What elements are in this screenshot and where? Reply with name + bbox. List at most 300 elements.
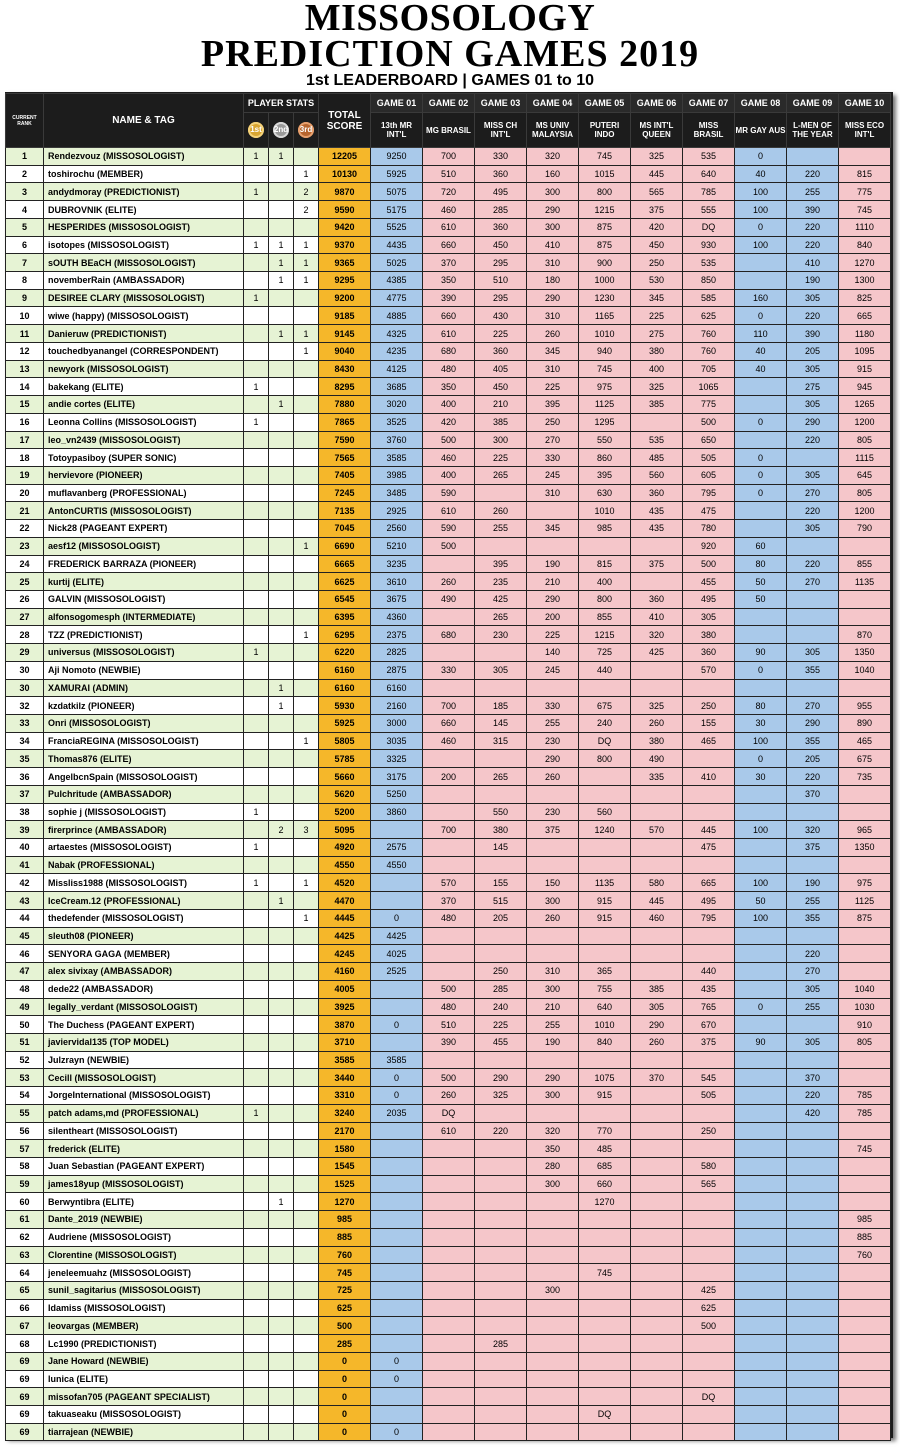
game-06-score bbox=[631, 537, 683, 555]
game-09-score: 220 bbox=[787, 945, 839, 963]
player-name-cell: AntonCURTIS (MISSOSOLOGIST) bbox=[44, 502, 244, 520]
second-place-count bbox=[269, 1370, 294, 1388]
table-row bbox=[6, 750, 891, 768]
game-05-score bbox=[579, 1211, 631, 1229]
first-place-count: 1 bbox=[244, 183, 269, 201]
game-10-score bbox=[839, 608, 891, 626]
game-08-score bbox=[735, 1193, 787, 1211]
game-08-score bbox=[735, 626, 787, 644]
third-place-count bbox=[294, 378, 319, 396]
table-row bbox=[6, 484, 891, 502]
game-07-score: 570 bbox=[683, 661, 735, 679]
rank-cell: 30 bbox=[6, 661, 44, 679]
first-place-count bbox=[244, 750, 269, 768]
game-10-score: 1030 bbox=[839, 998, 891, 1016]
rank-cell: 68 bbox=[6, 1335, 44, 1353]
page-title-line-2: PREDICTION GAMES 2019 bbox=[200, 33, 700, 75]
game-09-score: 255 bbox=[787, 892, 839, 910]
game-03-score bbox=[475, 1175, 527, 1193]
game-09-score bbox=[787, 1406, 839, 1424]
game-06-score bbox=[631, 1157, 683, 1175]
table-row bbox=[6, 1087, 891, 1105]
game-02-header: GAME 02 bbox=[423, 94, 475, 113]
rank-cell: 32 bbox=[6, 697, 44, 715]
game-05-score: 875 bbox=[579, 218, 631, 236]
third-place-count bbox=[294, 715, 319, 733]
rank-cell: 39 bbox=[6, 821, 44, 839]
player-name-cell: Julzrayn (NEWBIE) bbox=[44, 1051, 244, 1069]
game-01-score: 3760 bbox=[371, 431, 423, 449]
game-05-score: 1075 bbox=[579, 1069, 631, 1087]
first-place-count bbox=[244, 768, 269, 786]
total-score-cell: 2170 bbox=[319, 1122, 371, 1140]
game-03-score: 265 bbox=[475, 768, 527, 786]
game-05-score bbox=[579, 768, 631, 786]
game-09-event: L-MEN OF THE YEAR bbox=[787, 113, 839, 148]
total-score-cell: 0 bbox=[319, 1388, 371, 1406]
game-02-score: 700 bbox=[423, 148, 475, 166]
player-name-cell: Leonna Collins (MISSOSOLOGIST) bbox=[44, 413, 244, 431]
game-09-score bbox=[787, 1157, 839, 1175]
player-name-cell: frederick (ELITE) bbox=[44, 1140, 244, 1158]
game-08-score: 0 bbox=[735, 484, 787, 502]
game-09-score: 355 bbox=[787, 732, 839, 750]
game-02-score: 510 bbox=[423, 1016, 475, 1034]
game-02-score: 610 bbox=[423, 1122, 475, 1140]
rank-cell: 17 bbox=[6, 431, 44, 449]
game-10-score: 1200 bbox=[839, 413, 891, 431]
total-score-cell: 1580 bbox=[319, 1140, 371, 1158]
game-08-score bbox=[735, 927, 787, 945]
game-08-score bbox=[735, 679, 787, 697]
game-10-score bbox=[839, 927, 891, 945]
player-name-cell: Aji Nomoto (NEWBIE) bbox=[44, 661, 244, 679]
game-01-score: 5210 bbox=[371, 537, 423, 555]
rank-cell: 65 bbox=[6, 1282, 44, 1300]
game-07-score: 930 bbox=[683, 236, 735, 254]
game-08-score bbox=[735, 1317, 787, 1335]
second-place-count bbox=[269, 768, 294, 786]
game-02-score bbox=[423, 856, 475, 874]
game-04-score: 310 bbox=[527, 484, 579, 502]
total-score-cell: 3310 bbox=[319, 1087, 371, 1105]
game-06-score bbox=[631, 1282, 683, 1300]
game-05-score: 915 bbox=[579, 892, 631, 910]
game-05-score: 395 bbox=[579, 466, 631, 484]
game-05-score: 860 bbox=[579, 449, 631, 467]
game-07-score: 445 bbox=[683, 821, 735, 839]
game-02-score: 660 bbox=[423, 715, 475, 733]
game-06-score bbox=[631, 856, 683, 874]
second-place-count bbox=[269, 998, 294, 1016]
player-name-cell: leovargas (MEMBER) bbox=[44, 1317, 244, 1335]
game-05-score: 1010 bbox=[579, 502, 631, 520]
game-07-score: 495 bbox=[683, 892, 735, 910]
game-09-score bbox=[787, 608, 839, 626]
game-02-score: 260 bbox=[423, 573, 475, 591]
game-10-score bbox=[839, 1317, 891, 1335]
game-01-header: GAME 01 bbox=[371, 94, 423, 113]
game-07-score bbox=[683, 1335, 735, 1353]
third-place-count bbox=[294, 396, 319, 414]
total-score-cell: 9370 bbox=[319, 236, 371, 254]
game-08-score: 100 bbox=[735, 821, 787, 839]
game-06-score bbox=[631, 1423, 683, 1441]
game-02-score: 370 bbox=[423, 892, 475, 910]
game-01-score bbox=[371, 1282, 423, 1300]
total-score-cell: 0 bbox=[319, 1370, 371, 1388]
third-place-count bbox=[294, 466, 319, 484]
game-01-score: 5250 bbox=[371, 785, 423, 803]
game-05-score: 875 bbox=[579, 236, 631, 254]
game-10-score: 675 bbox=[839, 750, 891, 768]
third-place-count bbox=[294, 1122, 319, 1140]
game-08-score bbox=[735, 963, 787, 981]
game-08-score bbox=[735, 785, 787, 803]
second-place-count bbox=[269, 945, 294, 963]
game-03-score: 330 bbox=[475, 148, 527, 166]
game-03-score: 360 bbox=[475, 342, 527, 360]
rank-cell: 23 bbox=[6, 537, 44, 555]
second-place-count: 1 bbox=[269, 396, 294, 414]
game-06-score: 410 bbox=[631, 608, 683, 626]
game-03-score: 325 bbox=[475, 1087, 527, 1105]
game-08-score: 0 bbox=[735, 661, 787, 679]
game-10-score bbox=[839, 1193, 891, 1211]
game-04-score: 290 bbox=[527, 750, 579, 768]
game-02-score bbox=[423, 1423, 475, 1441]
game-02-score: 390 bbox=[423, 1033, 475, 1051]
second-place-count bbox=[269, 1087, 294, 1105]
game-04-score: 210 bbox=[527, 573, 579, 591]
game-03-score: 235 bbox=[475, 573, 527, 591]
game-07-score: 625 bbox=[683, 1299, 735, 1317]
rank-cell: 63 bbox=[6, 1246, 44, 1264]
second-place-count bbox=[269, 874, 294, 892]
game-07-score: 535 bbox=[683, 254, 735, 272]
total-score-cell: 5925 bbox=[319, 715, 371, 733]
game-04-score: 310 bbox=[527, 963, 579, 981]
game-08-score bbox=[735, 1175, 787, 1193]
game-04-score: 180 bbox=[527, 272, 579, 290]
game-07-score bbox=[683, 1246, 735, 1264]
total-score-cell: 9590 bbox=[319, 201, 371, 219]
game-01-score: 3035 bbox=[371, 732, 423, 750]
total-score-cell: 745 bbox=[319, 1264, 371, 1282]
second-place-count bbox=[269, 980, 294, 998]
game-09-score bbox=[787, 1352, 839, 1370]
game-04-score bbox=[527, 1246, 579, 1264]
game-10-score: 855 bbox=[839, 555, 891, 573]
game-07-score bbox=[683, 856, 735, 874]
table-row bbox=[6, 165, 891, 183]
game-04-score bbox=[527, 1335, 579, 1353]
game-08-score: 0 bbox=[735, 449, 787, 467]
game-02-score: 350 bbox=[423, 272, 475, 290]
rank-cell: 50 bbox=[6, 1016, 44, 1034]
game-08-score: 40 bbox=[735, 360, 787, 378]
third-place-count bbox=[294, 768, 319, 786]
game-07-score: 545 bbox=[683, 1069, 735, 1087]
total-score-cell: 6545 bbox=[319, 590, 371, 608]
third-place-count bbox=[294, 413, 319, 431]
second-place-count bbox=[269, 289, 294, 307]
total-score-cell: 5785 bbox=[319, 750, 371, 768]
first-place-count: 1 bbox=[244, 874, 269, 892]
total-score-cell: 5805 bbox=[319, 732, 371, 750]
player-name-cell: kzdatkilz (PIONEER) bbox=[44, 697, 244, 715]
game-06-score: 570 bbox=[631, 821, 683, 839]
third-place-count bbox=[294, 945, 319, 963]
second-place-count bbox=[269, 927, 294, 945]
game-01-score bbox=[371, 1246, 423, 1264]
player-name-cell: firerprince (AMBASSADOR) bbox=[44, 821, 244, 839]
rank-cell: 35 bbox=[6, 750, 44, 768]
game-05-score: 800 bbox=[579, 590, 631, 608]
player-name-cell: SENYORA GAGA (MEMBER) bbox=[44, 945, 244, 963]
total-score-cell: 9040 bbox=[319, 342, 371, 360]
game-09-score: 410 bbox=[787, 254, 839, 272]
player-name-cell: james18yup (MISSOSOLOGIST) bbox=[44, 1175, 244, 1193]
table-row bbox=[6, 236, 891, 254]
player-name-cell: Audriene (MISSOSOLOGIST) bbox=[44, 1228, 244, 1246]
game-01-score: 4325 bbox=[371, 325, 423, 343]
first-place-count bbox=[244, 1282, 269, 1300]
game-02-score bbox=[423, 803, 475, 821]
game-08-score: 0 bbox=[735, 218, 787, 236]
second-place-count bbox=[269, 909, 294, 927]
third-place-count bbox=[294, 1423, 319, 1441]
game-08-score bbox=[735, 1104, 787, 1122]
second-place-count bbox=[269, 1388, 294, 1406]
game-06-score bbox=[631, 1246, 683, 1264]
third-place-count bbox=[294, 1282, 319, 1300]
game-08-score: 40 bbox=[735, 342, 787, 360]
player-name-cell: FREDERICK BARRAZA (PIONEER) bbox=[44, 555, 244, 573]
game-03-score bbox=[475, 1157, 527, 1175]
second-place-count bbox=[269, 378, 294, 396]
rank-cell: 54 bbox=[6, 1087, 44, 1105]
game-02-score: 610 bbox=[423, 218, 475, 236]
game-10-score bbox=[839, 537, 891, 555]
table-row bbox=[6, 1406, 891, 1424]
first-place-count bbox=[244, 573, 269, 591]
game-07-score: 605 bbox=[683, 466, 735, 484]
game-04-score: 310 bbox=[527, 307, 579, 325]
table-row bbox=[6, 1051, 891, 1069]
rank-cell: 10 bbox=[6, 307, 44, 325]
game-01-score: 4550 bbox=[371, 856, 423, 874]
game-09-score: 290 bbox=[787, 715, 839, 733]
rank-cell: 44 bbox=[6, 909, 44, 927]
second-place-count bbox=[269, 803, 294, 821]
rank-cell: 41 bbox=[6, 856, 44, 874]
table-row bbox=[6, 342, 891, 360]
table-row bbox=[6, 644, 891, 662]
game-10-score: 840 bbox=[839, 236, 891, 254]
game-08-score: 0 bbox=[735, 307, 787, 325]
game-05-score bbox=[579, 1335, 631, 1353]
table-row bbox=[6, 520, 891, 538]
game-02-score: 500 bbox=[423, 1069, 475, 1087]
game-01-score: 4425 bbox=[371, 927, 423, 945]
game-10-score: 805 bbox=[839, 431, 891, 449]
game-04-score: 300 bbox=[527, 892, 579, 910]
game-07-score: 585 bbox=[683, 289, 735, 307]
rank-cell: 20 bbox=[6, 484, 44, 502]
third-place-count bbox=[294, 590, 319, 608]
game-04-score bbox=[527, 1264, 579, 1282]
game-03-score bbox=[475, 1211, 527, 1229]
game-08-score: 80 bbox=[735, 555, 787, 573]
game-04-score: 255 bbox=[527, 715, 579, 733]
game-02-score bbox=[423, 1211, 475, 1229]
game-06-score: 325 bbox=[631, 378, 683, 396]
game-01-score: 4360 bbox=[371, 608, 423, 626]
total-score-cell: 3585 bbox=[319, 1051, 371, 1069]
game-05-score bbox=[579, 1051, 631, 1069]
game-07-score: 455 bbox=[683, 573, 735, 591]
game-04-score: 410 bbox=[527, 236, 579, 254]
third-place-count bbox=[294, 502, 319, 520]
first-place-count: 1 bbox=[244, 644, 269, 662]
rank-cell: 16 bbox=[6, 413, 44, 431]
game-03-score: 260 bbox=[475, 502, 527, 520]
table-row bbox=[6, 927, 891, 945]
table-row bbox=[6, 715, 891, 733]
game-09-score: 355 bbox=[787, 909, 839, 927]
rank-cell: 14 bbox=[6, 378, 44, 396]
game-01-score: 6160 bbox=[371, 679, 423, 697]
game-08-score bbox=[735, 378, 787, 396]
rank-cell: 51 bbox=[6, 1033, 44, 1051]
third-place-count bbox=[294, 1016, 319, 1034]
game-02-score: 570 bbox=[423, 874, 475, 892]
game-08-score: 80 bbox=[735, 697, 787, 715]
game-03-score bbox=[475, 1246, 527, 1264]
game-06-score: 445 bbox=[631, 165, 683, 183]
rank-cell: 66 bbox=[6, 1299, 44, 1317]
game-02-score bbox=[423, 1352, 475, 1370]
game-05-score: 915 bbox=[579, 1087, 631, 1105]
table-row bbox=[6, 697, 891, 715]
first-place-count bbox=[244, 537, 269, 555]
player-name-cell: tiarrajean (NEWBIE) bbox=[44, 1423, 244, 1441]
game-05-score: 550 bbox=[579, 431, 631, 449]
game-01-score: 5525 bbox=[371, 218, 423, 236]
first-place-count bbox=[244, 892, 269, 910]
game-09-score: 190 bbox=[787, 272, 839, 290]
game-09-score: 270 bbox=[787, 697, 839, 715]
game-09-score: 355 bbox=[787, 661, 839, 679]
third-place-count bbox=[294, 218, 319, 236]
player-name-cell: missofan705 (PAGEANT SPECIALIST) bbox=[44, 1388, 244, 1406]
game-02-score: 700 bbox=[423, 697, 475, 715]
game-07-score: 760 bbox=[683, 342, 735, 360]
game-03-score: 225 bbox=[475, 325, 527, 343]
game-06-score: 325 bbox=[631, 697, 683, 715]
rank-cell: 18 bbox=[6, 449, 44, 467]
game-09-score: 370 bbox=[787, 785, 839, 803]
game-07-score: 250 bbox=[683, 697, 735, 715]
table-row bbox=[6, 1033, 891, 1051]
game-08-score bbox=[735, 856, 787, 874]
first-place-count bbox=[244, 449, 269, 467]
second-place-count bbox=[269, 484, 294, 502]
player-name-cell: universus (MISSOSOLOGIST) bbox=[44, 644, 244, 662]
game-05-score: 755 bbox=[579, 980, 631, 998]
third-place-count bbox=[294, 679, 319, 697]
game-04-header: GAME 04 bbox=[527, 94, 579, 113]
game-08-score bbox=[735, 803, 787, 821]
player-name-cell: lunica (ELITE) bbox=[44, 1370, 244, 1388]
game-10-score bbox=[839, 1175, 891, 1193]
game-05-score bbox=[579, 785, 631, 803]
first-place-count bbox=[244, 1299, 269, 1317]
third-place-count: 1 bbox=[294, 272, 319, 290]
game-07-score: 780 bbox=[683, 520, 735, 538]
third-place-count: 1 bbox=[294, 626, 319, 644]
game-08-event: MR GAY AUS bbox=[735, 113, 787, 148]
game-06-score bbox=[631, 1352, 683, 1370]
game-04-score: 190 bbox=[527, 1033, 579, 1051]
game-07-header: GAME 07 bbox=[683, 94, 735, 113]
table-row bbox=[6, 148, 891, 166]
game-03-score: 515 bbox=[475, 892, 527, 910]
game-05-score bbox=[579, 1370, 631, 1388]
game-06-score bbox=[631, 1317, 683, 1335]
game-03-score bbox=[475, 484, 527, 502]
game-08-score: 90 bbox=[735, 644, 787, 662]
table-row bbox=[6, 821, 891, 839]
rank-cell: 61 bbox=[6, 1211, 44, 1229]
game-01-score bbox=[371, 998, 423, 1016]
third-place-count: 1 bbox=[294, 236, 319, 254]
second-place-count bbox=[269, 1104, 294, 1122]
game-02-score: DQ bbox=[423, 1104, 475, 1122]
game-10-score: 1200 bbox=[839, 502, 891, 520]
player-name-cell: andydmoray (PREDICTIONIST) bbox=[44, 183, 244, 201]
game-04-score bbox=[527, 1423, 579, 1441]
first-place-count bbox=[244, 626, 269, 644]
rank-cell: 5 bbox=[6, 218, 44, 236]
game-05-score bbox=[579, 1352, 631, 1370]
game-09-score bbox=[787, 1423, 839, 1441]
game-09-score: 370 bbox=[787, 1069, 839, 1087]
game-05-score: 440 bbox=[579, 661, 631, 679]
game-08-score: 100 bbox=[735, 201, 787, 219]
game-03-score bbox=[475, 679, 527, 697]
third-place-count bbox=[294, 307, 319, 325]
third-place-count bbox=[294, 608, 319, 626]
game-01-score: 0 bbox=[371, 909, 423, 927]
game-01-score: 3325 bbox=[371, 750, 423, 768]
total-score-header: TOTAL SCORE bbox=[319, 94, 371, 148]
game-04-score: 270 bbox=[527, 431, 579, 449]
bronze-medal-icon bbox=[294, 113, 319, 148]
game-10-score: 1350 bbox=[839, 644, 891, 662]
second-place-count: 1 bbox=[269, 148, 294, 166]
player-name-cell: HESPERIDES (MISSOSOLOGIST) bbox=[44, 218, 244, 236]
game-06-score: 345 bbox=[631, 289, 683, 307]
second-place-count bbox=[269, 360, 294, 378]
game-05-score: 1295 bbox=[579, 413, 631, 431]
game-04-score: 290 bbox=[527, 201, 579, 219]
game-07-score: 305 bbox=[683, 608, 735, 626]
game-02-score bbox=[423, 608, 475, 626]
table-row bbox=[6, 254, 891, 272]
game-10-score bbox=[839, 1388, 891, 1406]
